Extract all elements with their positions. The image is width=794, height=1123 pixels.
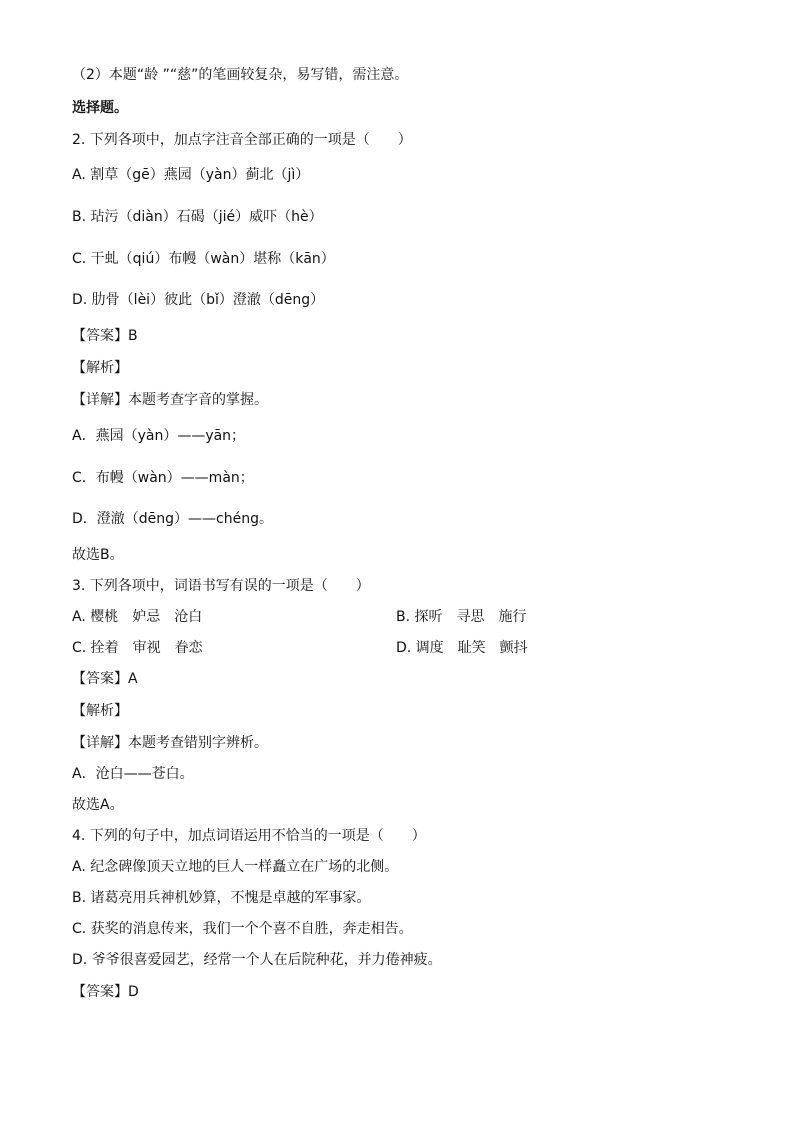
q4-stem: 4. 下列的句子中，加点词语运用不恰当的一项是（ ） bbox=[72, 828, 426, 844]
q3-note: A．沧白——苍白。 bbox=[72, 766, 194, 782]
q3-detail: 【详解】本题考查错别字辨析。 bbox=[72, 735, 268, 751]
q3-option-b: B. 探听 寻思 施行 bbox=[396, 609, 527, 625]
q4-option-a: A. 纪念碑像顶天立地的巨人一样矗立在广场的北侧。 bbox=[72, 859, 399, 875]
q3-options-row-1 bbox=[72, 608, 632, 626]
q2-detail: 【详解】本题考查字音的掌握。 bbox=[72, 392, 268, 408]
q3-option-d: D. 调度 耻笑 颤抖 bbox=[396, 640, 528, 656]
section-title: 选择题。 bbox=[72, 100, 128, 116]
q2-note-a: A．燕园（yàn）——yān； bbox=[72, 428, 246, 444]
q3-analysis: 【解析】 bbox=[72, 703, 128, 719]
q3-answer: 【答案】A bbox=[72, 671, 138, 687]
q2-option-d: D. 肋骨（lèi）彼此（bǐ）澄澈（dēng） bbox=[72, 292, 325, 308]
q2-option-c: C. 干虬（qiú）布幔（wàn）堪称（kān） bbox=[72, 251, 335, 267]
q4-option-b: B. 诸葛亮用兵神机妙算，不愧是卓越的军事家。 bbox=[72, 890, 371, 906]
q2-stem: 2. 下列各项中，加点字注音全部正确的一项是（ ） bbox=[72, 132, 412, 148]
q2-answer: 【答案】B bbox=[72, 328, 138, 344]
q3-options-row-2 bbox=[72, 639, 632, 657]
q2-note-c: C．布幔（wàn）——màn； bbox=[72, 470, 254, 486]
q4-answer: 【答案】D bbox=[72, 984, 139, 1000]
q4-option-c: C. 获奖的消息传来，我们一个个喜不自胜，奔走相告。 bbox=[72, 921, 413, 937]
q2-note-d: D．澄澈（dēng）——chéng。 bbox=[72, 511, 273, 527]
q2-option-b: B. 玷污（diàn）石碣（jié）威吓（hè） bbox=[72, 209, 323, 225]
q3-conclusion: 故选A。 bbox=[72, 797, 124, 813]
q3-option-c: C. 拴着 审视 眷恋 bbox=[72, 640, 203, 656]
q3-option-a: A. 樱桃 妒忌 沧白 bbox=[72, 609, 203, 625]
q4-option-d: D. 爷爷很喜爱园艺，经常一个人在后院种花，并力倦神疲。 bbox=[72, 952, 442, 968]
q2-analysis: 【解析】 bbox=[72, 360, 128, 376]
note-line: （2）本题“龄 ”“慈”的笔画较复杂，易写错，需注意。 bbox=[72, 67, 409, 83]
q2-conclusion: 故选B。 bbox=[72, 547, 124, 563]
q2-option-a: A. 割草（gē）燕园（yàn）蓟北（jì） bbox=[72, 167, 310, 183]
q3-stem: 3. 下列各项中，词语书写有误的一项是（ ） bbox=[72, 578, 370, 594]
